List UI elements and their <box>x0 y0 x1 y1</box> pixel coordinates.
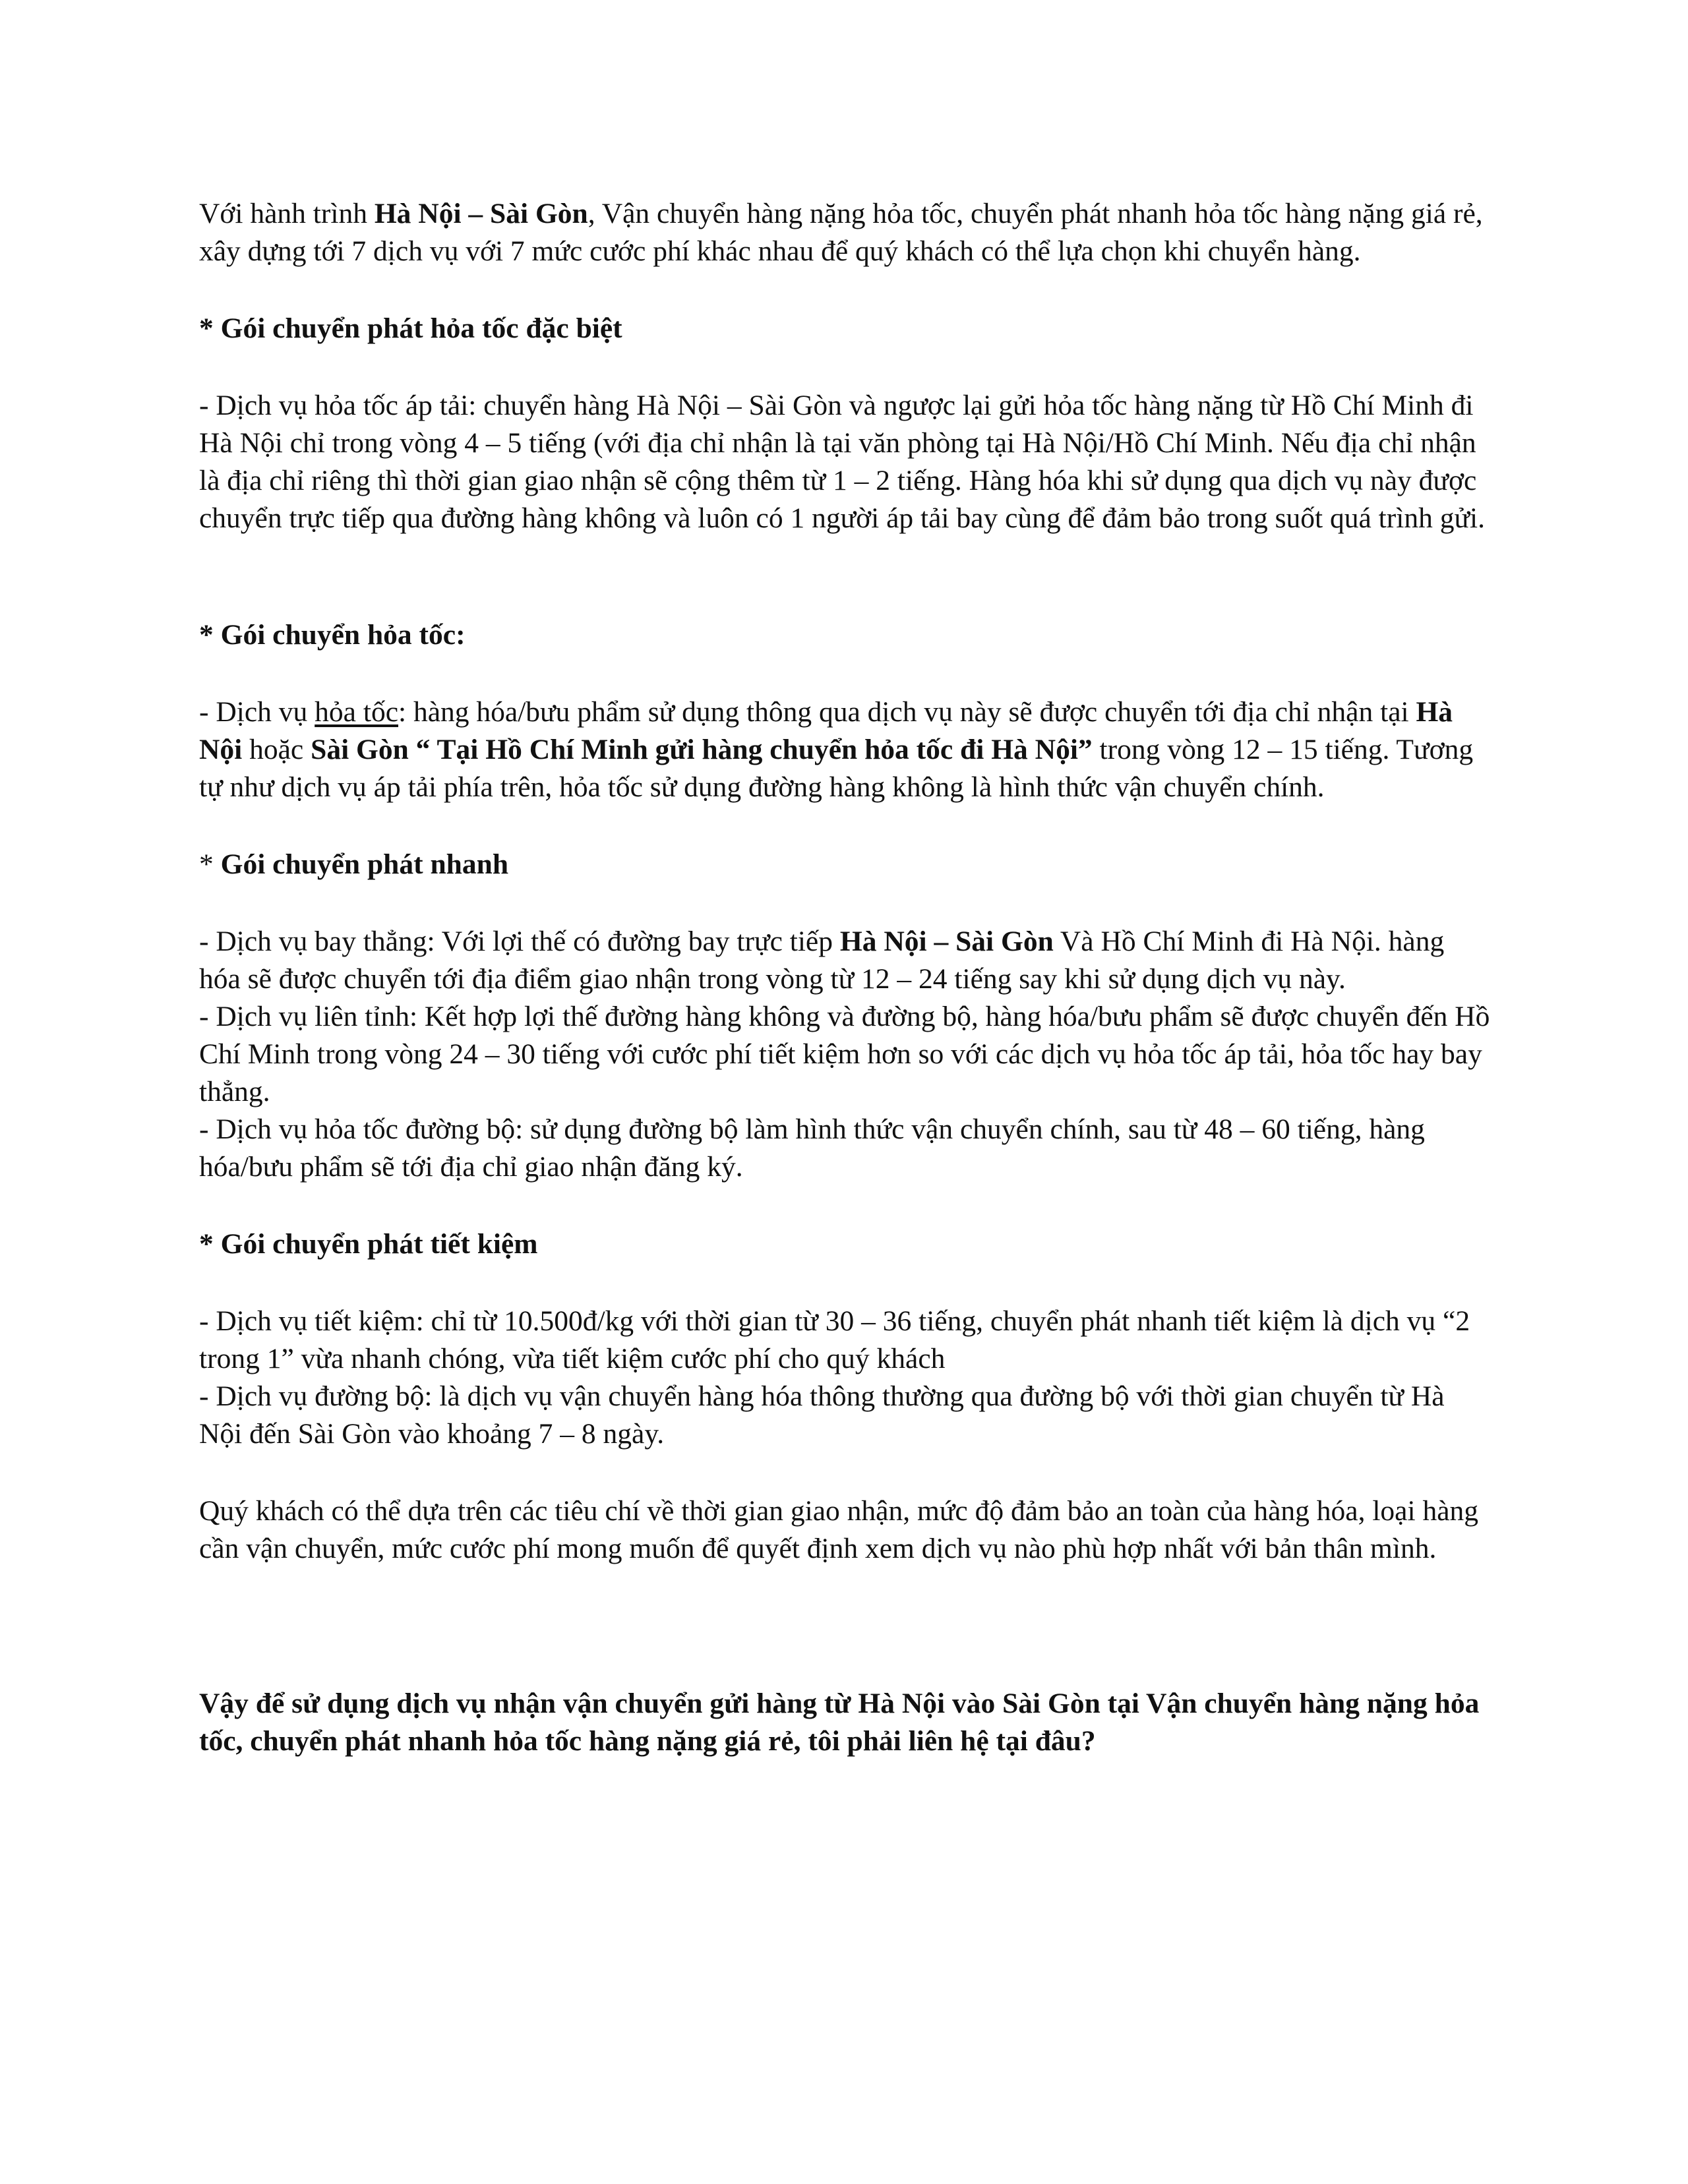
section-heading-economy: * Gói chuyển phát tiết kiệm <box>199 1228 538 1260</box>
express-paragraph: - Dịch vụ hỏa tốc: hàng hóa/bưu phẩm sử dụng thông qua dịch vụ này sẽ được chuyển tới địa chỉ nhận tại Hà Nội hoặc Sài Gòn “ Tại Hồ Chí Minh gửi hàng chuyển hỏa tốc đi Hà Nội” trong vòng 12 – 15 tiếng. Tương tự như dịch vụ áp tải phía trên, hỏa tốc sử dụng đường hàng không là hình thức vận chuyển chính. <box>199 696 1474 803</box>
route-highlight: Hà Nội – Sài Gòn <box>374 198 588 229</box>
section-heading-fast-delivery: * Gói chuyển phát nhanh <box>199 848 509 880</box>
intro-paragraph: Với hành trình Hà Nội – Sài Gòn, Vận chuyển hàng nặng hỏa tốc, chuyển phát nhanh hỏa tốc hàng nặng giá rẻ, xây dựng tới 7 dịch vụ với 7 mức cước phí khác nhau để quý khách có thể lựa chọn khi chuyển hàng. <box>199 198 1483 267</box>
section-heading-special-express: * Gói chuyển phát hỏa tốc đặc biệt <box>199 312 622 344</box>
express-link[interactable]: hỏa tốc <box>315 696 398 728</box>
fast-delivery-item-direct-flight: - Dịch vụ bay thẳng: Với lợi thế có đường bay trực tiếp Hà Nội – Sài Gòn Và Hồ Chí Minh đi Hà Nội. hàng hóa sẽ được chuyển tới địa điểm giao nhận trong vòng từ 12 – 24 tiếng say khi sử dụng dịch vụ này. <box>199 926 1445 995</box>
section-heading-express: * Gói chuyển hỏa tốc: <box>199 619 466 651</box>
economy-item-road: - Dịch vụ đường bộ: là dịch vụ vận chuyển hàng hóa thông thường qua đường bộ với thời gian chuyển từ Hà Nội đến Sài Gòn vào khoảng 7 – 8 ngày. <box>199 1380 1445 1450</box>
fast-delivery-item-road-express: - Dịch vụ hỏa tốc đường bộ: sử dụng đường bộ làm hình thức vận chuyển chính, sau từ 48 – 60 tiếng, hàng hóa/bưu phẩm sẽ tới địa chỉ giao nhận đăng ký. <box>199 1113 1425 1183</box>
contact-question: Vậy để sử dụng dịch vụ nhận vận chuyển gửi hàng từ Hà Nội vào Sài Gòn tại Vận chuyển hàng nặng hỏa tốc, chuyển phát nhanh hỏa tốc hàng nặng giá rẻ, tôi phải liên hệ tại đâu? <box>199 1688 1480 1757</box>
closing-paragraph: Quý khách có thể dựa trên các tiêu chí về thời gian giao nhận, mức độ đảm bảo an toàn của hàng hóa, loại hàng cần vận chuyển, mức cước phí mong muốn để quyết định xem dịch vụ nào phù hợp nhất với bản thân mình. <box>199 1495 1478 1564</box>
special-express-paragraph: - Dịch vụ hỏa tốc áp tải: chuyển hàng Hà Nội – Sài Gòn và ngược lại gửi hỏa tốc hàng nặng từ Hồ Chí Minh đi Hà Nội chỉ trong vòng 4 – 5 tiếng (với địa chỉ nhận là tại văn phòng tại Hà Nội/Hồ Chí Minh. Nếu địa chỉ nhận là địa chỉ riêng thì thời gian giao nhận sẽ cộng thêm từ 1 – 2 tiếng. Hàng hóa khi sử dụng qua dịch vụ này được chuyển trực tiếp qua đường hàng không và luôn có 1 người áp tải bay cùng để đảm bảo trong suốt quá trình gửi. <box>199 390 1485 534</box>
fast-delivery-item-interprovincial: - Dịch vụ liên tỉnh: Kết hợp lợi thế đường hàng không và đường bộ, hàng hóa/bưu phẩm sẽ được chuyển đến Hồ Chí Minh trong vòng 24 – 30 tiếng với cước phí tiết kiệm hơn so với các dịch vụ hỏa tốc áp tải, hỏa tốc hay bay thẳng. <box>199 1001 1490 1107</box>
economy-item-saving: - Dịch vụ tiết kiệm: chỉ từ 10.500đ/kg với thời gian từ 30 – 36 tiếng, chuyển phát nhanh tiết kiệm là dịch vụ “2 trong 1” vừa nhanh chóng, vừa tiết kiệm cước phí cho quý khách <box>199 1305 1470 1374</box>
document-page <box>199 195 1492 1760</box>
